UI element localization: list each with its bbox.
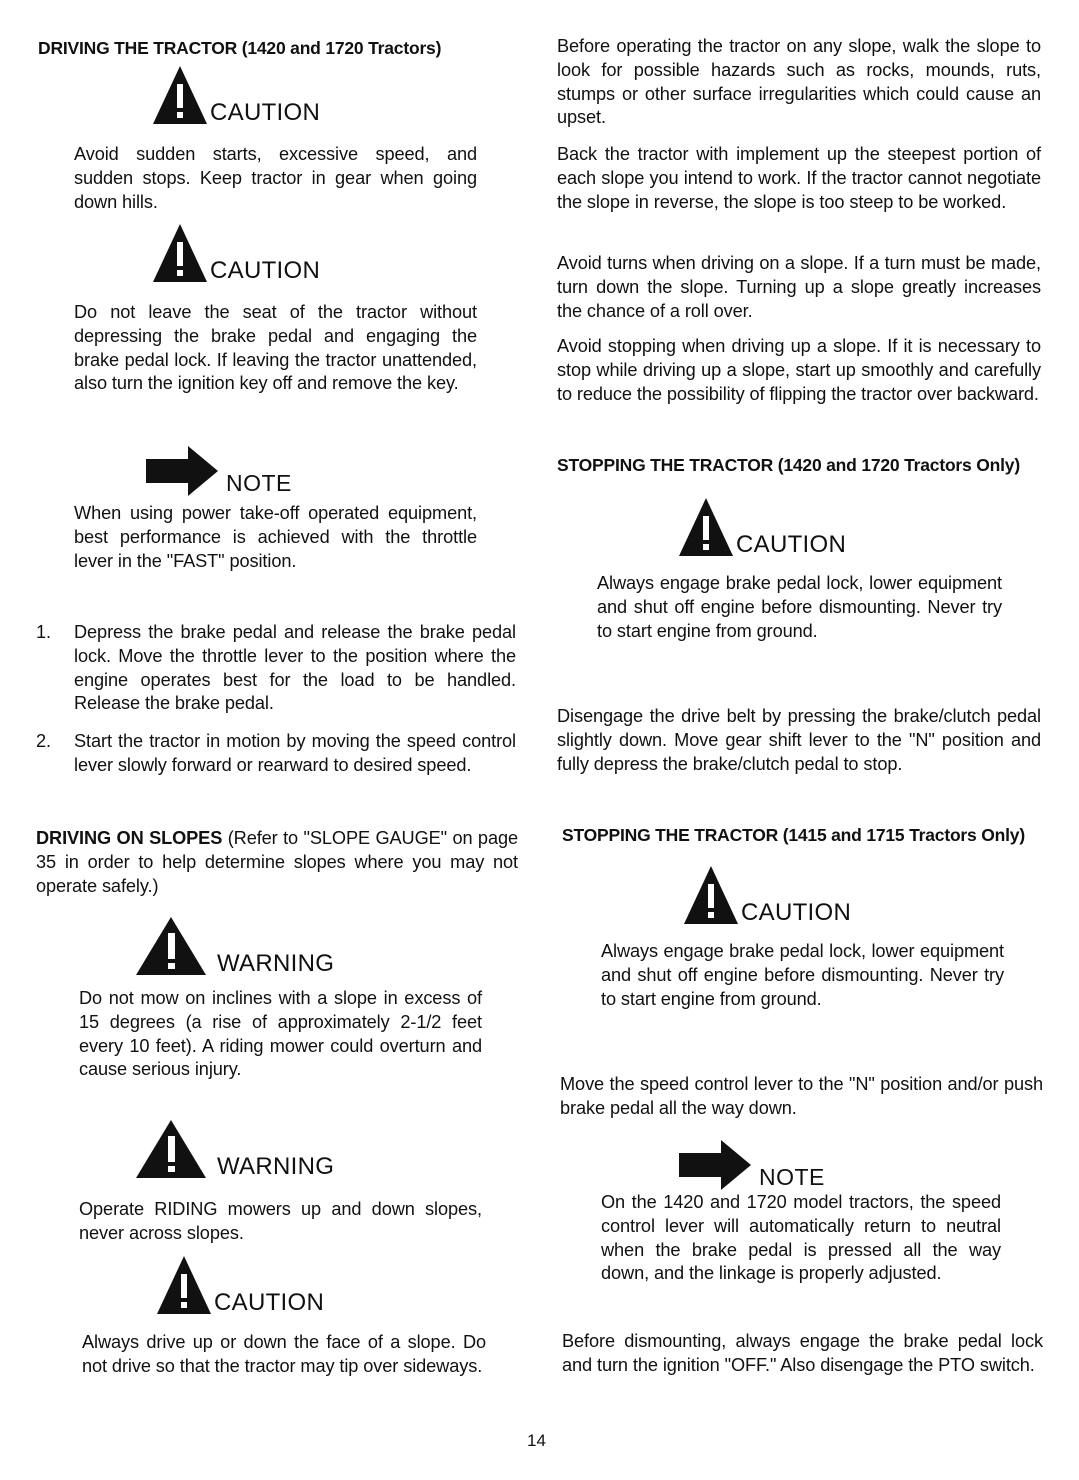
disengage-paragraph: Disengage the drive belt by pressing the brake/clutch pedal slightly down. Move gear shift lever to the "N" position and fully depress the brake/clutch pedal to stop.	[557, 706, 1041, 774]
caution-text-2: Do not leave the seat of the tractor without depressing the brake pedal and engaging the brake pedal lock. If leaving the tractor unattended, also turn the ignition key off and remove the key.	[74, 302, 477, 394]
caution-label: CAUTION	[214, 1289, 325, 1316]
caution-label: CAUTION	[741, 899, 852, 926]
step-number: 2.	[36, 731, 51, 751]
caution-alert-5	[683, 864, 851, 926]
caution-alert-3	[156, 1254, 324, 1316]
note-text-1: When using power take-off operated equipment, best performance is achieved with the throttle lever in the "FAST" position.	[74, 503, 477, 571]
step-text: Start the tractor in motion by moving the speed control lever slowly forward or rearward to desired speed.	[74, 731, 516, 775]
heading-stopping-1415: STOPPING THE TRACTOR (1415 and 1715 Tractors Only)	[562, 825, 1025, 845]
arrow-right-icon	[146, 446, 218, 496]
caution-alert-2	[152, 222, 320, 284]
heading-driving-tractor: DRIVING THE TRACTOR (1420 and 1720 Tractors)	[38, 38, 442, 58]
slopes-intro	[36, 827, 518, 898]
warning-label: WARNING	[217, 1153, 335, 1180]
warning-text-1: Do not mow on inclines with a slope in excess of 15 degrees (a rise of approximately 2-1/2 feet every 10 feet). A riding mower could overturn and cause serious injury.	[79, 988, 482, 1080]
warning-triangle-icon	[152, 222, 208, 284]
warning-triangle-icon	[683, 864, 739, 926]
step-item-2	[36, 730, 516, 778]
warning-alert-2	[135, 1118, 334, 1180]
note-text-2: On the 1420 and 1720 model tractors, the speed control lever will automatically return to neutral when the brake pedal is pressed all the way down, and the linkage is properly adjusted.	[601, 1192, 1001, 1284]
caution-label: CAUTION	[736, 531, 847, 558]
warning-triangle-icon	[135, 915, 207, 977]
warning-label: WARNING	[217, 950, 335, 977]
slope-paragraph-1: Before operating the tractor on any slope, walk the slope to look for possible hazards such as rocks, mounds, ruts, stumps or other surface irregularities which could cause an upset.	[557, 36, 1041, 128]
note-alert-2	[679, 1140, 825, 1190]
note-label: NOTE	[226, 470, 292, 496]
warning-triangle-icon	[156, 1254, 212, 1316]
caution-text-5: Always engage brake pedal lock, lower equipment and shut off engine before dismounting. Never try to start engine from ground.	[601, 941, 1004, 1009]
slope-paragraph-3: Avoid turns when driving on a slope. If a turn must be made, turn down the slope. Turning up a slope greatly increases the chance of a roll over.	[557, 253, 1041, 321]
slopes-text: (Refer to "SLOPE GAUGE" on page 35 in order to help determine slopes where you may not operate safely.)	[36, 828, 518, 896]
step-number: 1.	[36, 622, 51, 642]
slope-paragraph-4: Avoid stopping when driving up a slope. If it is necessary to stop while driving up a slope, start up smoothly and carefully to reduce the possibility of flipping the tractor over backward.	[557, 336, 1041, 404]
dismounting-paragraph: Before dismounting, always engage the brake pedal lock and turn the ignition "OFF." Also disengage the PTO switch.	[562, 1331, 1043, 1375]
warning-triangle-icon	[678, 496, 734, 558]
step-item-1	[36, 621, 516, 716]
caution-text-1: Avoid sudden starts, excessive speed, and sudden stops. Keep tractor in gear when going down hills.	[74, 144, 477, 212]
caution-alert-4	[678, 496, 846, 558]
step-text: Depress the brake pedal and release the brake pedal lock. Move the throttle lever to the position where the engine operates best for the load to be handled. Release the brake pedal.	[74, 622, 516, 714]
note-label: NOTE	[759, 1164, 825, 1190]
caution-text-3: Always drive up or down the face of a slope. Do not drive so that the tractor may tip over sideways.	[82, 1332, 486, 1376]
warning-triangle-icon	[152, 64, 208, 126]
heading-stopping-1420: STOPPING THE TRACTOR (1420 and 1720 Tractors Only)	[557, 455, 1020, 475]
caution-text-4: Always engage brake pedal lock, lower equipment and shut off engine before dismounting. Never try to start engine from ground.	[597, 573, 1002, 641]
warning-triangle-icon	[135, 1118, 207, 1180]
caution-label: CAUTION	[210, 99, 321, 126]
caution-label: CAUTION	[210, 257, 321, 284]
page-number: 14	[527, 1431, 546, 1450]
slope-paragraph-2: Back the tractor with implement up the steepest portion of each slope you intend to work. If the tractor cannot negotiate the slope in reverse, the slope is too steep to be worked.	[557, 144, 1041, 212]
slopes-heading: DRIVING ON SLOPES	[36, 828, 223, 848]
arrow-right-icon	[679, 1140, 751, 1190]
caution-alert-1	[152, 64, 320, 126]
note-alert-1	[146, 446, 292, 496]
warning-alert-1	[135, 915, 334, 977]
warning-text-2: Operate RIDING mowers up and down slopes, never across slopes.	[79, 1199, 482, 1243]
speed-control-paragraph: Move the speed control lever to the "N" position and/or push brake pedal all the way down.	[560, 1074, 1043, 1118]
